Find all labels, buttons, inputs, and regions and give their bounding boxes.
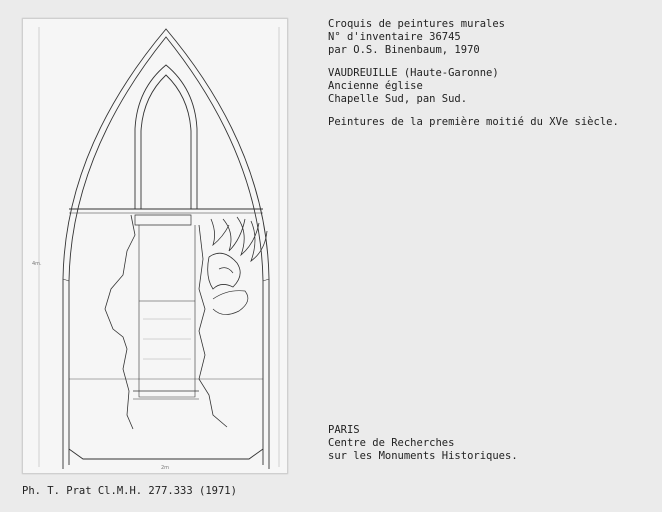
painted-column xyxy=(105,215,135,429)
foliage-motif xyxy=(211,217,267,261)
chapel-location: Chapelle Sud, pan Sud. xyxy=(328,93,468,105)
inventory-number: N° d'inventaire 36745 xyxy=(328,31,461,43)
author-line: par O.S. Binenbaum, 1970 xyxy=(328,44,480,56)
institution-block xyxy=(328,424,518,463)
institution-city: PARIS xyxy=(328,424,360,436)
scale-bottom-label: 2m xyxy=(161,465,170,471)
institution-name-cont: sur les Monuments Historiques. xyxy=(328,450,518,462)
photo-caption: Ph. T. Prat Cl.M.H. 277.333 (1971) xyxy=(22,485,237,497)
location-block xyxy=(328,67,499,106)
outer-arch-inner xyxy=(69,37,263,465)
outer-arch xyxy=(63,29,269,469)
dating-block xyxy=(328,116,619,129)
building-name: Ancienne église xyxy=(328,80,423,92)
institution-name: Centre de Recherches xyxy=(328,437,455,449)
scale-left-label: 4m. xyxy=(32,261,42,267)
inner-lancet-inner xyxy=(141,75,191,209)
reference-title: Croquis de peintures murales xyxy=(328,18,506,30)
sketch-sheet xyxy=(22,18,288,474)
window-sketch-drawing xyxy=(23,19,287,473)
reference-block xyxy=(328,18,505,57)
dating-text: Peintures de la première moitié du XVe siècle. xyxy=(328,116,619,128)
inner-lancet xyxy=(135,65,197,209)
town-name: VAUDREUILLE (Haute-Garonne) xyxy=(328,67,499,79)
